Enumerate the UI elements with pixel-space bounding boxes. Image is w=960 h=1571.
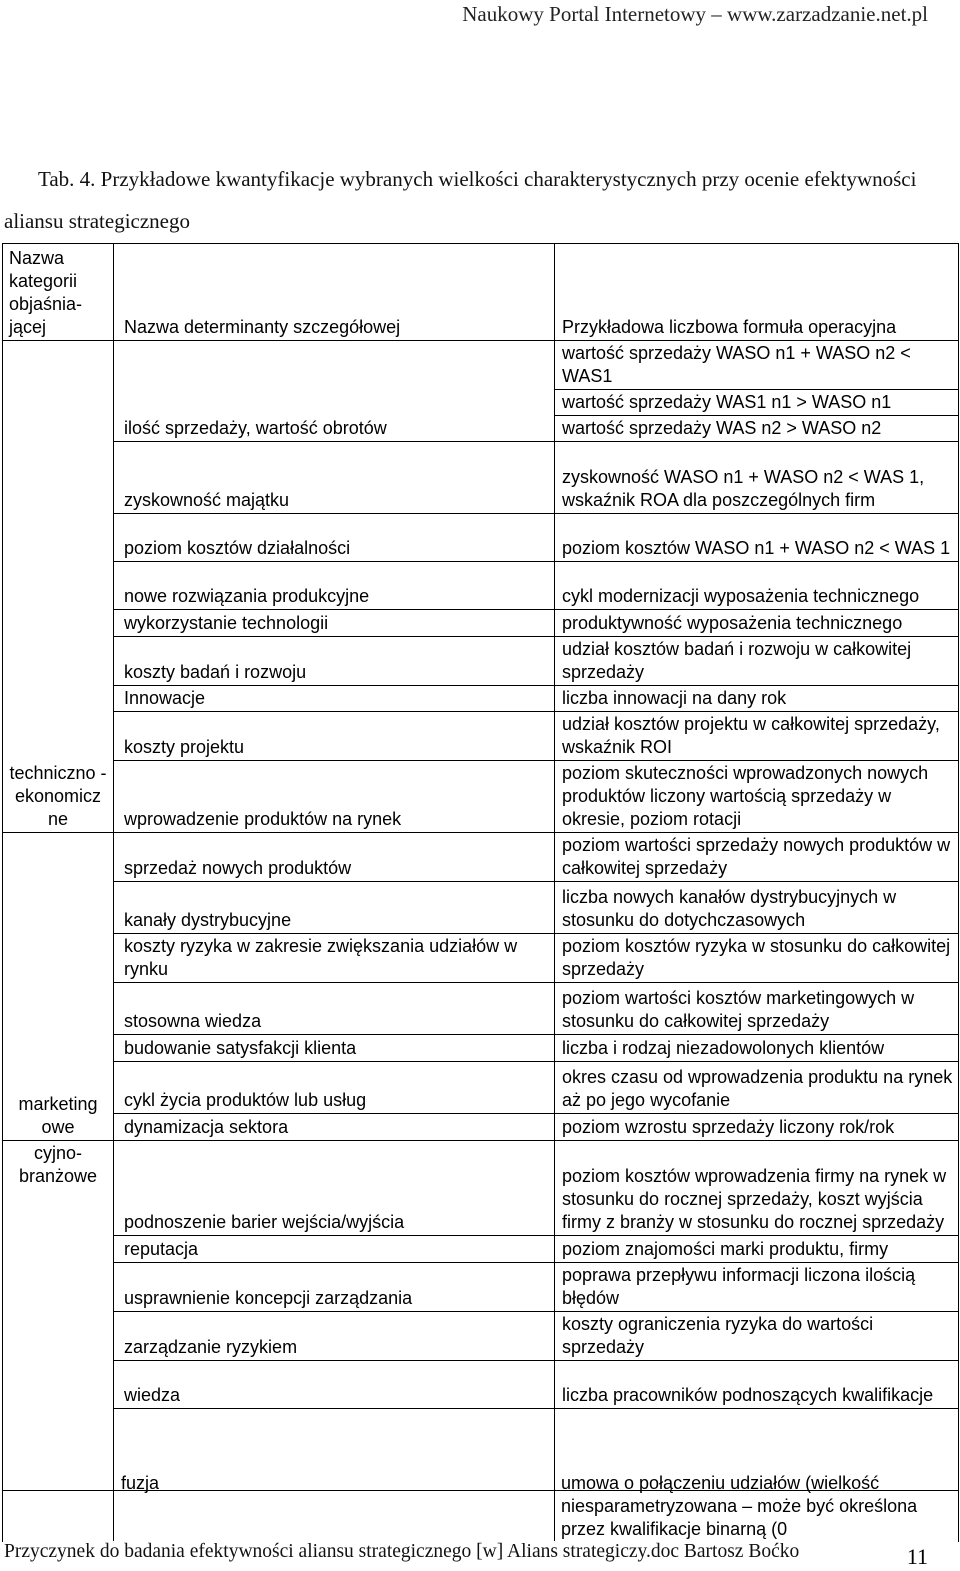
determinant-cell: wprowadzenie produktów na rynek xyxy=(114,761,555,833)
determinant-cell: koszty badań i rozwoju xyxy=(114,637,555,686)
formula-cell: poziom wartości sprzedaży nowych produktów w całkowitej sprzedaży xyxy=(555,833,959,882)
determinant-cell: koszty projektu xyxy=(114,712,555,761)
column-divider xyxy=(554,1472,555,1542)
determinant-cell: sprzedaż nowych produktów xyxy=(114,833,555,882)
fuzja-determinant: fuzja xyxy=(121,1473,160,1493)
table-row xyxy=(3,1361,959,1409)
formula-cell: poziom znajomości marki produktu, firmy xyxy=(555,1236,959,1263)
formula-cell: cykl modernizacji wyposażenia technicznego xyxy=(555,562,959,610)
table-row xyxy=(3,442,959,514)
formula-cell: poziom skuteczności wprowadzonych nowych produktów liczony wartością sprzedaży w okresie, poziom rotacji xyxy=(555,761,959,833)
table-header-row xyxy=(3,244,959,341)
table-row xyxy=(3,637,959,686)
determinant-cell: nowe rozwiązania produkcyjne xyxy=(114,562,555,610)
determinant-cell: ilość sprzedaży, wartość obrotów xyxy=(114,341,555,442)
header-category: Nazwa kategorii objaśnia-jącej xyxy=(3,244,114,341)
category-organizational xyxy=(3,1141,114,1491)
table-row xyxy=(3,562,959,610)
category-technical: techniczno - ekonomicz ne xyxy=(3,341,114,833)
determinant-cell: zyskowność majątku xyxy=(114,442,555,514)
table-row xyxy=(3,712,959,761)
determinant-cell: usprawnienie koncepcji zarządzania xyxy=(114,1263,555,1312)
determinant-cell: budowanie satysfakcji klienta xyxy=(114,1035,555,1062)
table-row xyxy=(3,514,959,562)
formula-cell: liczba nowych kanałów dystrybucyjnych w stosunku do dotychczasowych xyxy=(555,882,959,934)
category-marketing: marketing owe xyxy=(3,833,114,1141)
table-row xyxy=(3,882,959,934)
table-row xyxy=(3,934,959,983)
formula-cell: liczba innowacji na dany rok xyxy=(555,686,959,712)
table-row xyxy=(3,1236,959,1263)
header-formula: Przykładowa liczbowa formuła operacyjna xyxy=(555,244,959,341)
table-row xyxy=(3,1312,959,1361)
formula-cell: wartość sprzedaży WAS1 n1 > WASO n1 xyxy=(555,390,959,416)
table-row xyxy=(3,610,959,637)
formula-cell: poziom wzrostu sprzedaży liczony rok/rok xyxy=(555,1114,959,1141)
formula-cell: udział kosztów badań i rozwoju w całkowitej sprzedaży xyxy=(555,637,959,686)
determinant-cell: poziom kosztów działalności xyxy=(114,514,555,562)
table-row xyxy=(3,1035,959,1062)
header-determinant: Nazwa determinanty szczegółowej xyxy=(114,244,555,341)
determinant-cell: wiedza xyxy=(114,1361,555,1409)
determinant-cell: koszty ryzyka w zakresie zwiększania udziałów w rynku xyxy=(114,934,555,983)
formula-cell: koszty ograniczenia ryzyka do wartości sprzedaży xyxy=(555,1312,959,1361)
table-row xyxy=(3,341,959,390)
table-row xyxy=(3,686,959,712)
formula-cell: wartość sprzedaży WAS n2 > WASO n2 xyxy=(555,416,959,442)
determinant-cell: stosowna wiedza xyxy=(114,983,555,1035)
quantification-table xyxy=(2,243,959,1491)
formula-cell: zyskowność WASO n1 + WASO n2 < WAS 1, wskaźnik ROA dla poszczególnych firm xyxy=(555,442,959,514)
table-row xyxy=(3,1263,959,1312)
page-footer: Przyczynek do badania efektywności aliansu strategicznego [w] Alians strategiczy.doc Bartosz Boćko xyxy=(4,1541,956,1563)
determinant-cell: zarządzanie ryzykiem xyxy=(114,1312,555,1361)
determinant-cell: wykorzystanie technologii xyxy=(114,610,555,637)
page-header: Naukowy Portal Internetowy – www.zarzadzanie.net.pl xyxy=(462,2,928,26)
determinant-cell: reputacja xyxy=(114,1236,555,1263)
formula-cell: poziom kosztów WASO n1 + WASO n2 < WAS 1 xyxy=(555,514,959,562)
determinant-cell: podnoszenie barier wejścia/wyjścia xyxy=(114,1141,555,1236)
table-row xyxy=(3,761,959,833)
formula-cell: poziom kosztów ryzyka w stosunku do całkowitej sprzedaży xyxy=(555,934,959,983)
formula-cell: okres czasu od wprowadzenia produktu na rynek aż po jego wycofanie xyxy=(555,1062,959,1114)
determinant-cell: Innowacje xyxy=(114,686,555,712)
determinant-cell: cykl życia produktów lub usług xyxy=(114,1062,555,1114)
table-row xyxy=(3,1062,959,1114)
page-number: 11 xyxy=(906,1544,928,1569)
formula-cell: liczba pracowników podnoszących kwalifikacje xyxy=(555,1361,959,1409)
formula-cell: poziom kosztów wprowadzenia firmy na rynek w stosunku do rocznej sprzedaży, koszt wyjścia firmy z branży w stosunku do rocznej sprzedaży xyxy=(555,1141,959,1236)
column-divider xyxy=(113,1472,114,1542)
formula-cell: poprawa przepływu informacji liczona ilością błędów xyxy=(555,1263,959,1312)
formula-cell: poziom wartości kosztów marketingowych w stosunku do całkowitej sprzedaży xyxy=(555,983,959,1035)
formula-cell: wartość sprzedaży WASO n1 + WASO n2 < WAS1 xyxy=(555,341,959,390)
table-row xyxy=(3,1114,959,1141)
table-caption: Tab. 4. Przykładowe kwantyfikacje wybranych wielkości charakterystycznych przy ocenie efektywności aliansu strategicznego xyxy=(4,167,917,233)
determinant-cell: dynamizacja sektora xyxy=(114,1114,555,1141)
formula-cell: udział kosztów projektu w całkowitej sprzedaży, wskaźnik ROI xyxy=(555,712,959,761)
table-row xyxy=(3,833,959,882)
table-row xyxy=(3,983,959,1035)
category-organizational-label: cyjno-branżowe xyxy=(18,1143,98,1186)
determinant-cell: kanały dystrybucyjne xyxy=(114,882,555,934)
table-row xyxy=(3,1141,959,1236)
fuzja-formula: umowa o połączeniu udziałów (wielkość niesparametryzowana – może być określona przez kwalifikacje binarną (0 xyxy=(561,1473,918,1539)
formula-cell: liczba i rodzaj niezadowolonych klientów xyxy=(555,1035,959,1062)
formula-cell: produktywność wyposażenia technicznego xyxy=(555,610,959,637)
